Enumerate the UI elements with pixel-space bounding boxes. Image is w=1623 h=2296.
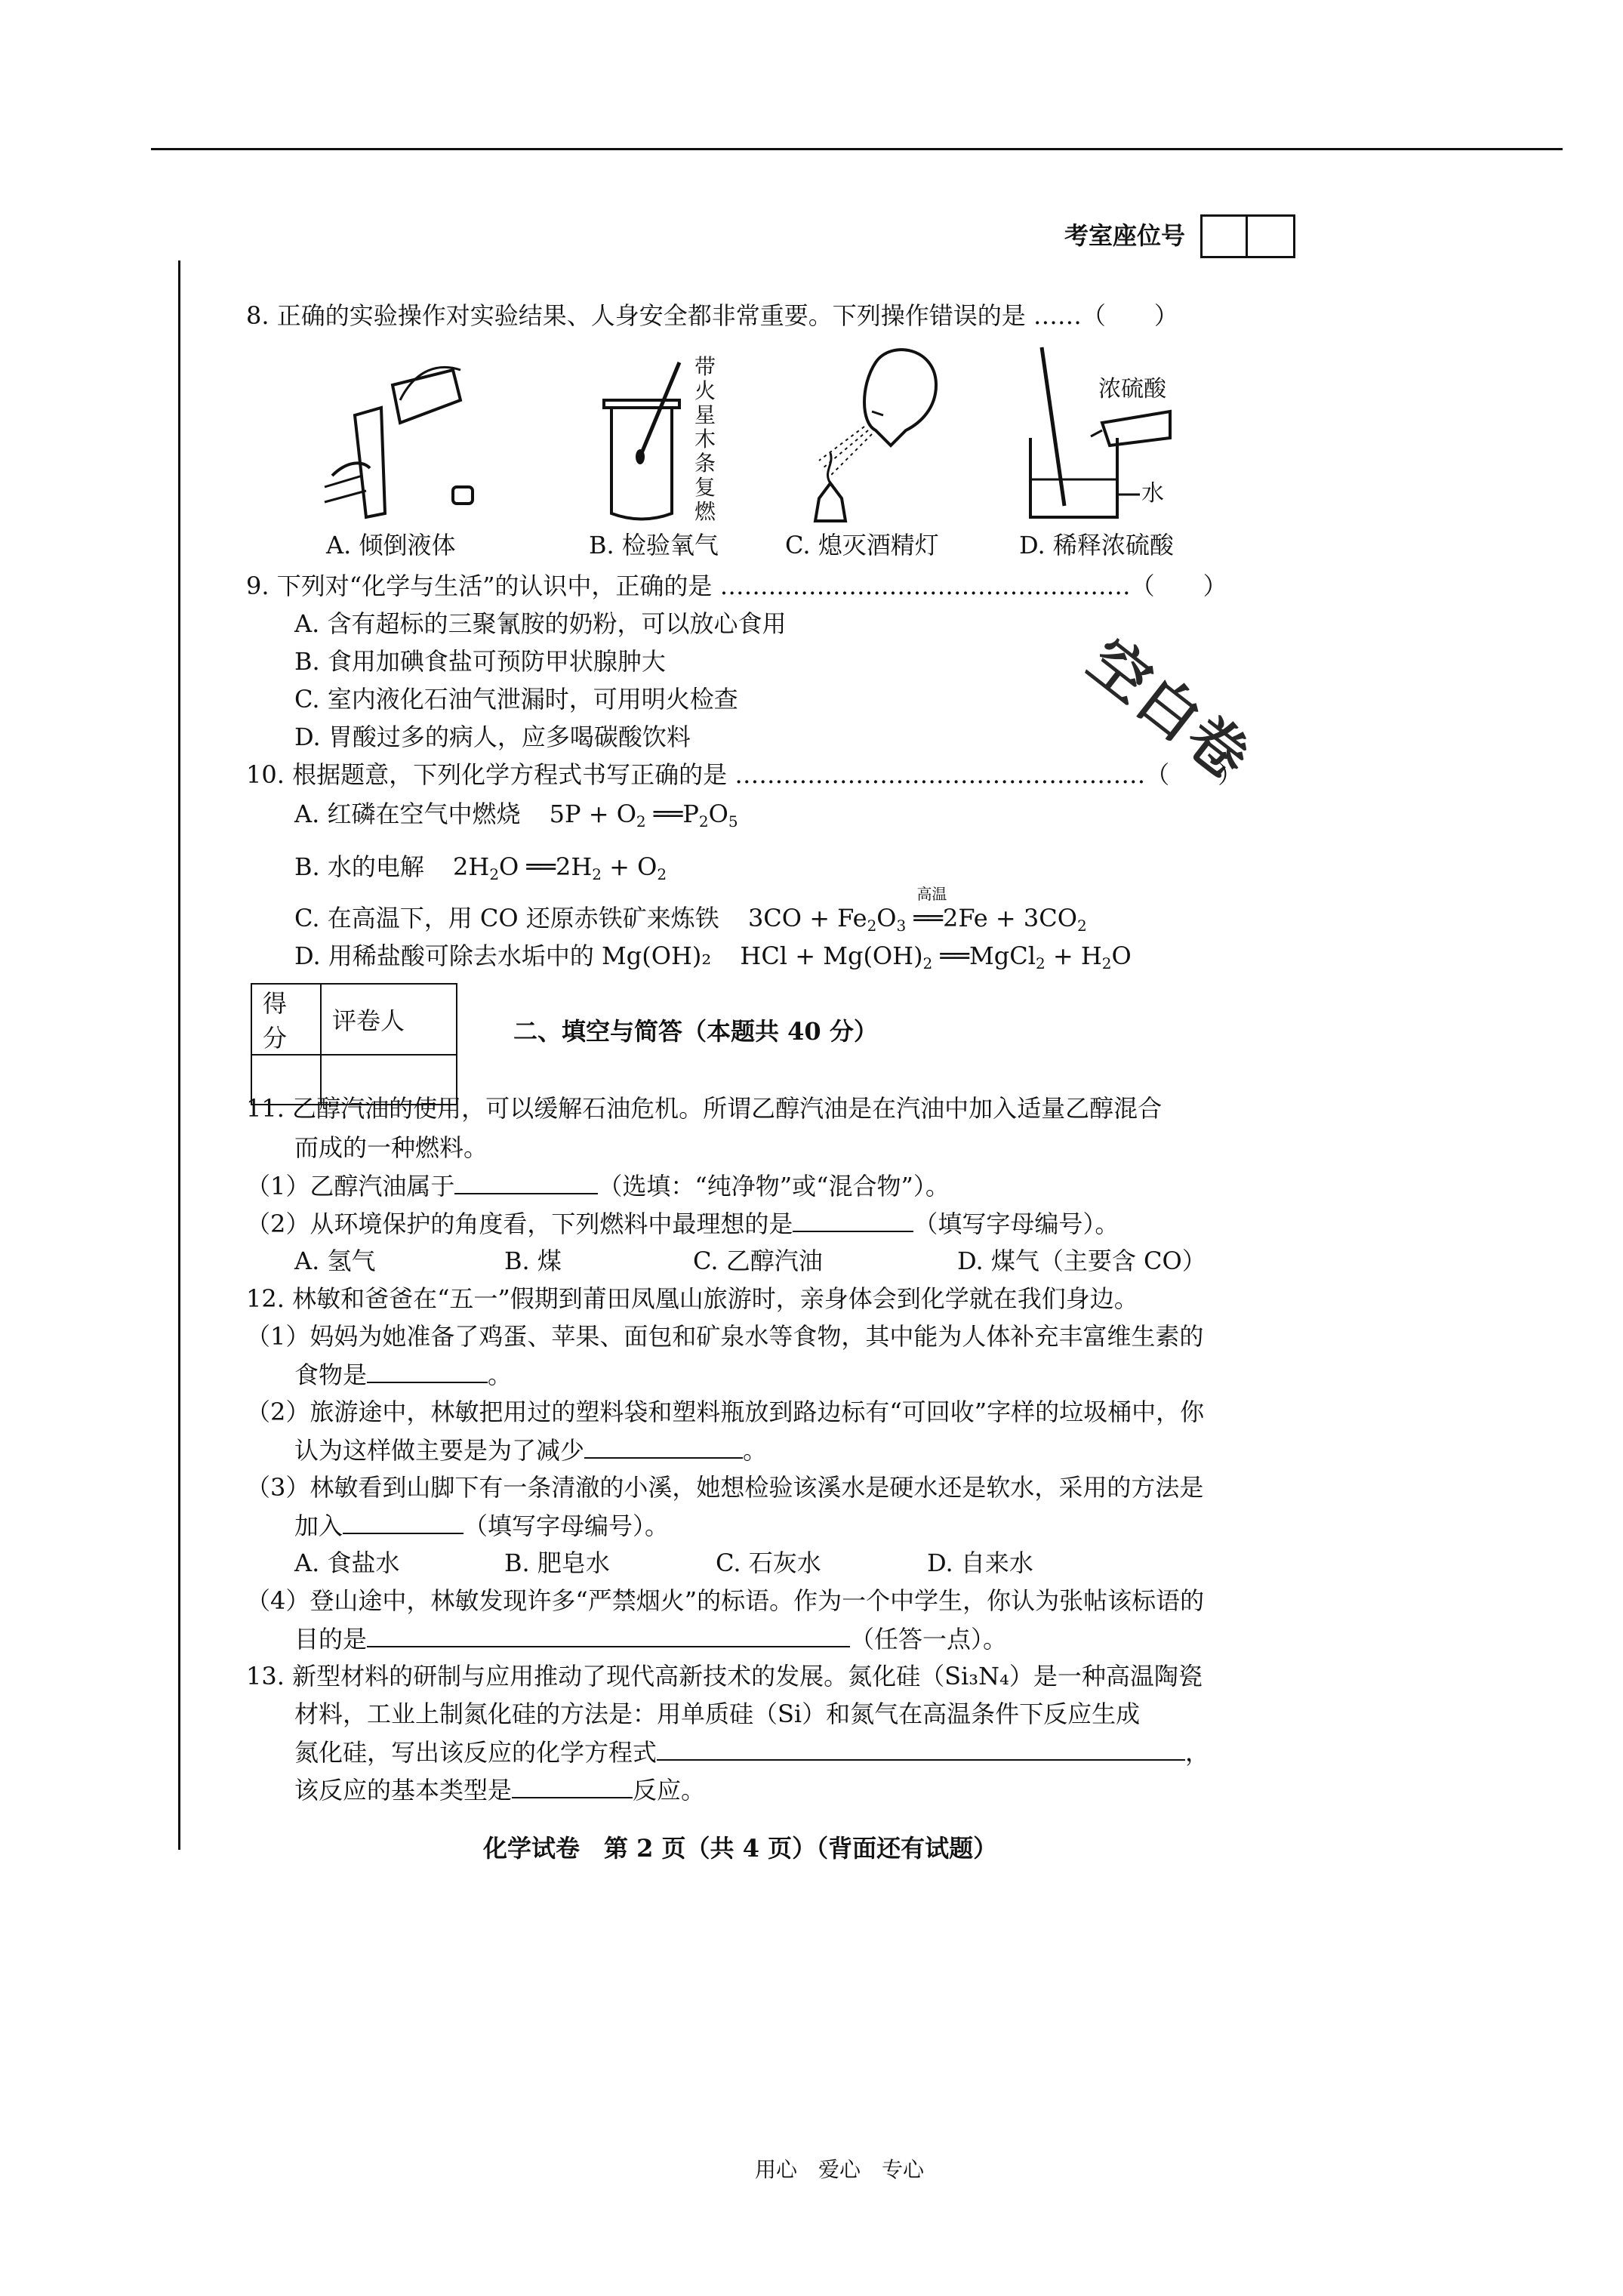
q12-p2-line2	[294, 1435, 767, 1465]
q10-option-c	[294, 885, 1087, 941]
q9-option-c: C. 室内液化石油气泄漏时，可用明火检查	[294, 685, 738, 713]
q12-p4-line1: （4）登山途中，林敏发现许多“严禁烟火”的标语。作为一个中学生，你认为张帖该标语的	[246, 1586, 1205, 1615]
q13-type-blank[interactable]	[512, 1774, 633, 1798]
extinguish-lamp-figure	[800, 340, 944, 536]
q12-p3-post: （填写字母编号）。	[463, 1512, 670, 1540]
q12-p1-period: 。	[488, 1361, 513, 1389]
q13-line3	[294, 1737, 1209, 1767]
q10-c-condition: 高温	[916, 885, 947, 903]
blank-paper-stamp: 空白卷	[1075, 626, 1264, 795]
q11-stem-1: 11. 乙醇汽油的使用，可以缓解石油危机。所谓乙醇汽油是在汽油中加入适量乙醇混合	[246, 1094, 1163, 1123]
score-table	[251, 983, 457, 1105]
q10-c-text: C. 在高温下，用 CO 还原赤铁矿来炼铁	[294, 904, 719, 932]
q11-part2	[246, 1208, 1119, 1239]
q13-l4-pre: 该反应的基本类型是	[294, 1776, 513, 1804]
q11-stem-2: 而成的一种燃料。	[294, 1133, 488, 1162]
water-label: 水	[1141, 480, 1164, 507]
q11-option-c: C. 乙醇汽油	[693, 1247, 823, 1275]
q10-stem: 10. 根据题意，下列化学方程式书写正确的是 ……………………………………………（ ）	[246, 760, 1243, 789]
q12-p3-line2	[294, 1510, 669, 1541]
q11-p1-pre: （1）乙醇汽油属于	[246, 1172, 455, 1200]
q11-p1-blank[interactable]	[454, 1170, 598, 1194]
q8-stem: 8. 正确的实验操作对实验结果、人身安全都非常重要。下列操作错误的是 ……（ ）	[246, 301, 1178, 330]
q11-option-b: B. 煤	[504, 1247, 562, 1275]
q12-p2-pre: 认为这样做主要是为了减少	[294, 1436, 585, 1465]
q11-part1	[246, 1170, 950, 1201]
motto-footer: 用心 爱心 专心	[755, 2157, 925, 2182]
top-rule	[151, 148, 1563, 150]
q12-p1-blank[interactable]	[367, 1359, 488, 1383]
q10-c-equation: $3CO + Fe_2O_3$ ══ 高温 $2Fe + 3CO_2$	[747, 885, 1087, 935]
q12-p4-line2	[294, 1623, 1007, 1654]
candle-label: 带火星木条复燃	[694, 354, 716, 524]
q10-option-a	[294, 799, 738, 837]
q13-l4-post: 反应。	[633, 1776, 706, 1804]
q13-l3-pre: 氮化硅，写出该反应的化学方程式	[294, 1738, 658, 1767]
q11-option-a: A. 氢气	[294, 1247, 376, 1275]
q12-p2-period: 。	[743, 1436, 768, 1465]
q12-p1-pre: 食物是	[294, 1361, 368, 1389]
q11-option-d: D. 煤气（主要含 CO）	[957, 1247, 1206, 1275]
score-header: 得分	[251, 984, 321, 1055]
q10-d-text: D. 用稀盐酸可除去水垢中的 Mg(OH)₂	[294, 942, 712, 970]
pouring-liquid-figure	[310, 355, 491, 536]
q12-p1-line2	[294, 1359, 512, 1390]
q10-b-text: B. 水的电解	[294, 852, 424, 881]
seat-box-1[interactable]	[1200, 214, 1250, 258]
oxygen-test-figure	[596, 355, 694, 536]
page-footer: 化学试卷 第 2 页（共 4 页）（背面还有试题）	[483, 1834, 998, 1863]
q11-p2-blank[interactable]	[793, 1208, 913, 1232]
grader-header: 评卷人	[321, 984, 457, 1055]
q12-stem: 12. 林敏和爸爸在“五一”假期到莆田凤凰山旅游时，亲身体会到化学就在我们身边。	[246, 1284, 1138, 1313]
q12-option-d: D. 自来水	[927, 1549, 1033, 1577]
q8-option-a: A. 倾倒液体	[326, 531, 456, 559]
q12-p3-line1: （3）林敏看到山脚下有一条清澈的小溪，她想检验该溪水是硬水还是软水，采用的方法是	[246, 1473, 1204, 1502]
q12-p4-pre: 目的是	[294, 1625, 368, 1653]
q11-p1-post: （选填：“纯净物”或“混合物”）。	[598, 1172, 950, 1200]
q10-a-equation: $5P + O_2$ $══P_2O_5$	[549, 800, 738, 831]
q12-p2-line1: （2）旅游途中，林敏把用过的塑料袋和塑料瓶放到路边标有“可回收”字样的垃圾桶中，你	[246, 1398, 1205, 1426]
q12-option-b: B. 肥皂水	[504, 1549, 610, 1577]
q12-option-c: C. 石灰水	[716, 1549, 821, 1577]
left-margin-rule	[178, 260, 180, 1850]
q10-option-d	[294, 941, 1132, 978]
q9-stem: 9. 下列对“化学与生活”的认识中，正确的是 ……………………………………………（ ）	[246, 572, 1227, 600]
q10-option-b	[294, 852, 667, 889]
q12-option-a: A. 食盐水	[294, 1549, 400, 1577]
q9-option-a: A. 含有超标的三聚氰胺的奶粉，可以放心食用	[294, 609, 787, 638]
q13-line2: 材料，工业上制氮化硅的方法是：用单质硅（Si）和氮气在高温条件下反应生成	[294, 1700, 1141, 1728]
q12-p4-blank[interactable]	[367, 1623, 850, 1647]
q12-p4-post: （任答一点）。	[850, 1625, 1008, 1653]
q9-option-b: B. 食用加碘食盐可预防甲状腺肿大	[294, 647, 666, 676]
acid-label: 浓硫酸	[1098, 376, 1166, 402]
q12-p3-blank[interactable]	[343, 1510, 463, 1534]
q12-p2-blank[interactable]	[584, 1435, 743, 1459]
q8-option-c: C. 熄灭酒精灯	[785, 531, 939, 559]
q10-d-equation: HCl + $Mg(OH)_2$ ══MgCl$_2$ + $H_2O$	[740, 942, 1132, 972]
q12-p1-line1: （1）妈妈为她准备了鸡蛋、苹果、面包和矿泉水等食物，其中能为人体补充丰富维生素的	[246, 1322, 1204, 1351]
section2-title: 二、填空与简答（本题共 40 分）	[513, 1017, 878, 1046]
q8-option-d: D. 稀释浓硫酸	[1019, 531, 1174, 559]
q10-b-equation: $2H_2O$ $══2H_2 + O_2$	[453, 852, 667, 883]
q12-p3-pre: 加入	[294, 1512, 343, 1540]
q11-p2-post: （填写字母编号）。	[913, 1210, 1119, 1238]
q13-comma: ，	[1185, 1738, 1210, 1767]
dilute-acid-figure	[1019, 340, 1208, 536]
q13-line1: 13. 新型材料的研制与应用推动了现代高新技术的发展。氮化硅（Si₃N₄）是一种高温陶瓷	[246, 1662, 1203, 1690]
q11-p2-pre: （2）从环境保护的角度看，下列燃料中最理想的是	[246, 1210, 793, 1238]
q10-a-text: A. 红磷在空气中燃烧	[294, 800, 521, 828]
q8-option-b: B. 检验氧气	[589, 531, 719, 559]
seat-label: 考室座位号	[1064, 221, 1186, 250]
q13-equation-blank[interactable]	[657, 1737, 1185, 1761]
seat-box-2[interactable]	[1246, 214, 1295, 258]
q9-option-d: D. 胃酸过多的病人，应多喝碳酸饮料	[294, 723, 691, 751]
q13-line4	[294, 1774, 705, 1805]
